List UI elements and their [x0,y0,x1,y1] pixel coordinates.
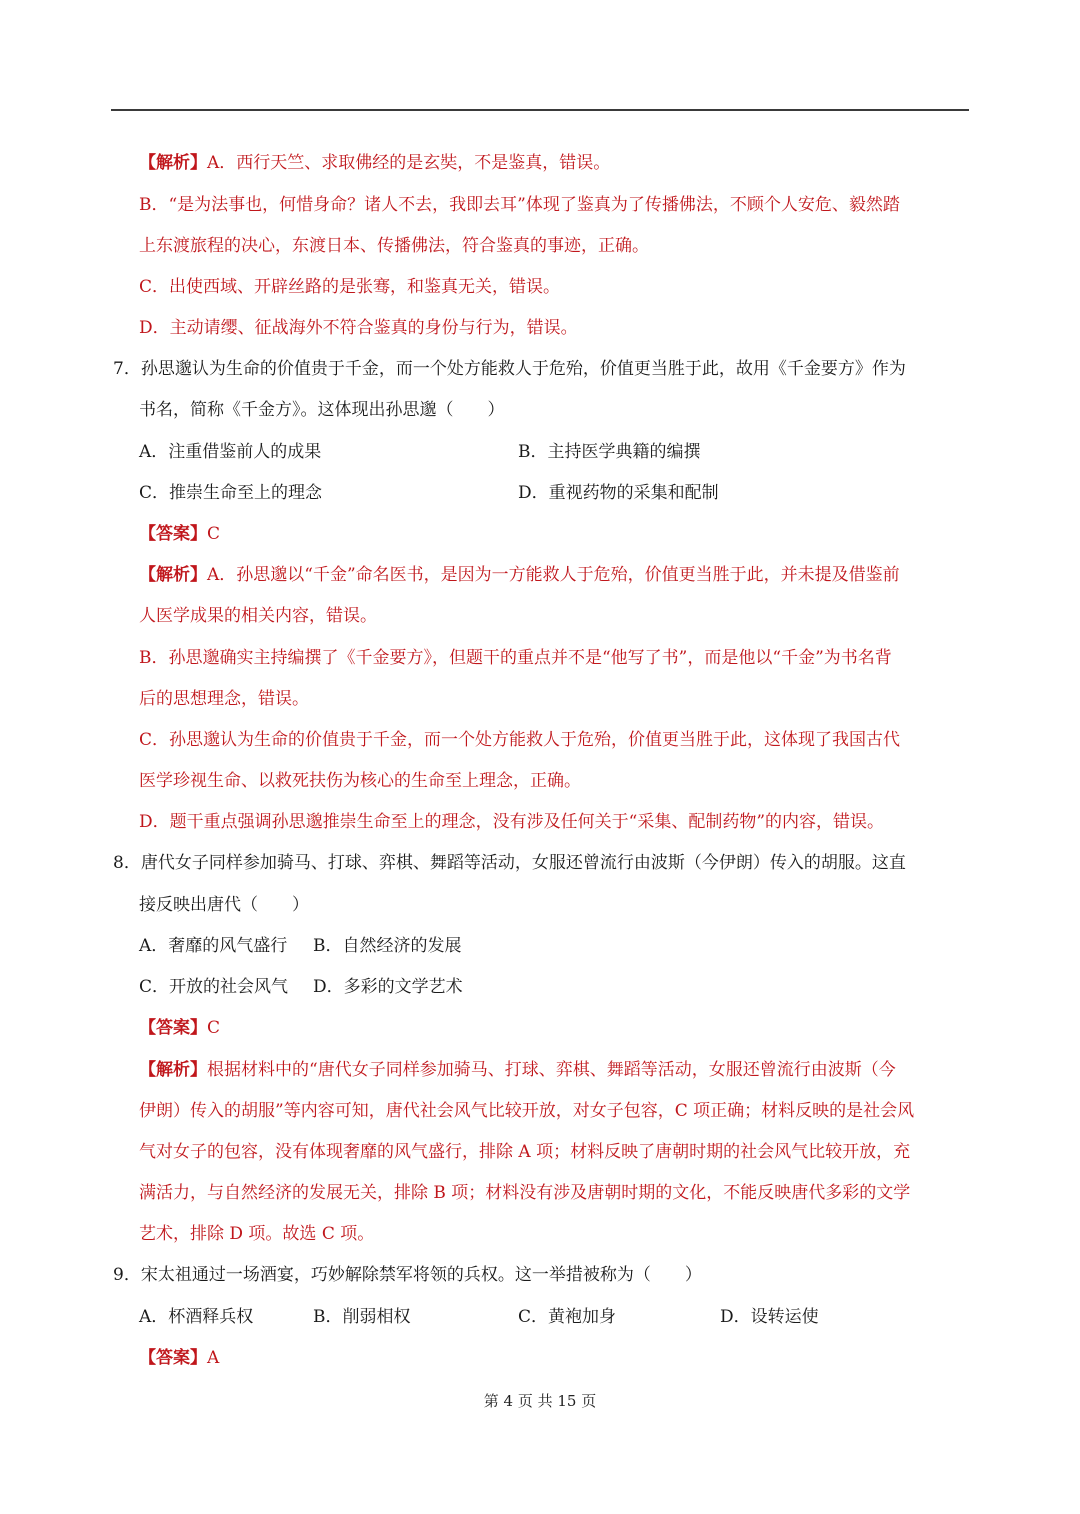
answer-label: 【答案】 [139,1348,207,1368]
analysis-label: 【解析】 [139,153,207,173]
analysis-label: 【解析】 [139,1060,207,1080]
answer-label: 【答案】 [139,1018,207,1038]
q7-option-b: B．主持医学典籍的编撰 [518,442,701,462]
q7-option-a: A．注重借鉴前人的成果 [139,442,322,462]
q7-analysis-b1: B．孙思邈确实主持编撰了《千金要方》，但题干的重点并不是“他写了书”，而是他以“千金”为书名背 [139,648,892,668]
analysis6-b1: B．“是为法事也，何惜身命？诸人不去，我即去耳”体现了鉴真为了传播佛法，不顾个人安危、毅然踏 [139,195,900,215]
q7-analysis-d1: D．题干重点强调孙思邈推崇生命至上的理念，没有涉及任何关于“采集、配制药物”的内容，错误。 [139,812,885,832]
q8-option-c: C．开放的社会风气 [139,977,289,997]
q7-analysis-c1: C．孙思邈认为生命的价值贵于千金，而一个处方能救人于危殆，价值更当胜于此，这体现了我国古代 [139,730,901,750]
q8-option-b: B．自然经济的发展 [313,936,462,956]
q9-option-b: B．削弱相权 [313,1307,411,1327]
analysis6-a: 【解析】A．西行天竺、求取佛经的是玄奘，不是鉴真，错误。 [139,153,611,173]
answer-value: C [207,1018,221,1038]
q8-analysis-line2: 伊朗）传入的胡服”等内容可知，唐代社会风气比较开放，对女子包容，C 项正确；材料反映的是社会风 [139,1101,915,1121]
q9-option-a: A．杯酒释兵权 [139,1307,254,1327]
q8-analysis-line4: 满活力，与自然经济的发展无关，排除 B 项；材料没有涉及唐朝时期的文化，不能反映唐代多彩的文学 [139,1183,911,1203]
q7-option-c: C．推崇生命至上的理念 [139,483,323,503]
q7-analysis-b2: 后的思想理念，错误。 [139,689,309,709]
analysis6-d: D．主动请缨、征战海外不符合鉴真的身份与行为，错误。 [139,318,578,338]
q7-stem-line2: 书名，简称《千金方》。这体现出孙思邈（ ） [139,400,505,420]
q7-analysis-a1: 【解析】A．孙思邈以“千金”命名医书，是因为一方能救人于危殆，价值更当胜于此，并未提及借鉴前 [139,565,900,585]
analysis6-c: C．出使西域、开辟丝路的是张骞，和鉴真无关，错误。 [139,277,561,297]
q8-analysis-line1: 【解析】根据材料中的“唐代女子同样参加骑马、打球、弈棋、舞蹈等活动，女服还曾流行由波斯（今 [139,1060,896,1080]
q8-analysis-line5: 艺术，排除 D 项。故选 C 项。 [139,1224,375,1244]
q9-option-c: C．黄袍加身 [518,1307,617,1327]
q8-option-a: A．奢靡的风气盛行 [139,936,288,956]
q8-stem-line1: 8．唐代女子同样参加骑马、打球、弈棋、舞蹈等活动，女服还曾流行由波斯（今伊朗）传入的胡服。这直 [113,853,906,873]
q8-option-d: D．多彩的文学艺术 [313,977,463,997]
q8-stem-line2: 接反映出唐代（ ） [139,895,309,915]
q7-stem-line1: 7．孙思邈认为生命的价值贵于千金，而一个处方能救人于危殆，价值更当胜于此，故用《千金要方》作为 [113,359,906,379]
q7-analysis-c2: 医学珍视生命、以救死扶伤为核心的生命至上理念，正确。 [139,771,581,791]
q9-option-d: D．设转运使 [720,1307,819,1327]
q9-answer [139,1346,219,1370]
q7-analysis-a2: 人医学成果的相关内容，错误。 [139,606,377,626]
answer-value: A [207,1348,220,1368]
page-footer: 第 4 页 共 15 页 [483,1392,597,1410]
answer-value: C [207,524,221,544]
q8-analysis-line3: 气对女子的包容，没有体现奢靡的风气盛行，排除 A 项；材料反映了唐朝时期的社会风气比较开放，充 [139,1142,911,1162]
q7-option-d: D．重视药物的采集和配制 [518,483,719,503]
q8-answer [139,1016,220,1040]
analysis-label: 【解析】 [139,565,207,585]
analysis6-b2: 上东渡旅程的决心，东渡日本、传播佛法，符合鉴真的事迹，正确。 [139,236,649,256]
answer-label: 【答案】 [139,524,207,544]
q9-stem: 9．宋太祖通过一场酒宴，巧妙解除禁军将领的兵权。这一举措被称为（ ） [113,1265,702,1285]
header-rule [111,109,969,111]
q7-answer [139,522,220,546]
